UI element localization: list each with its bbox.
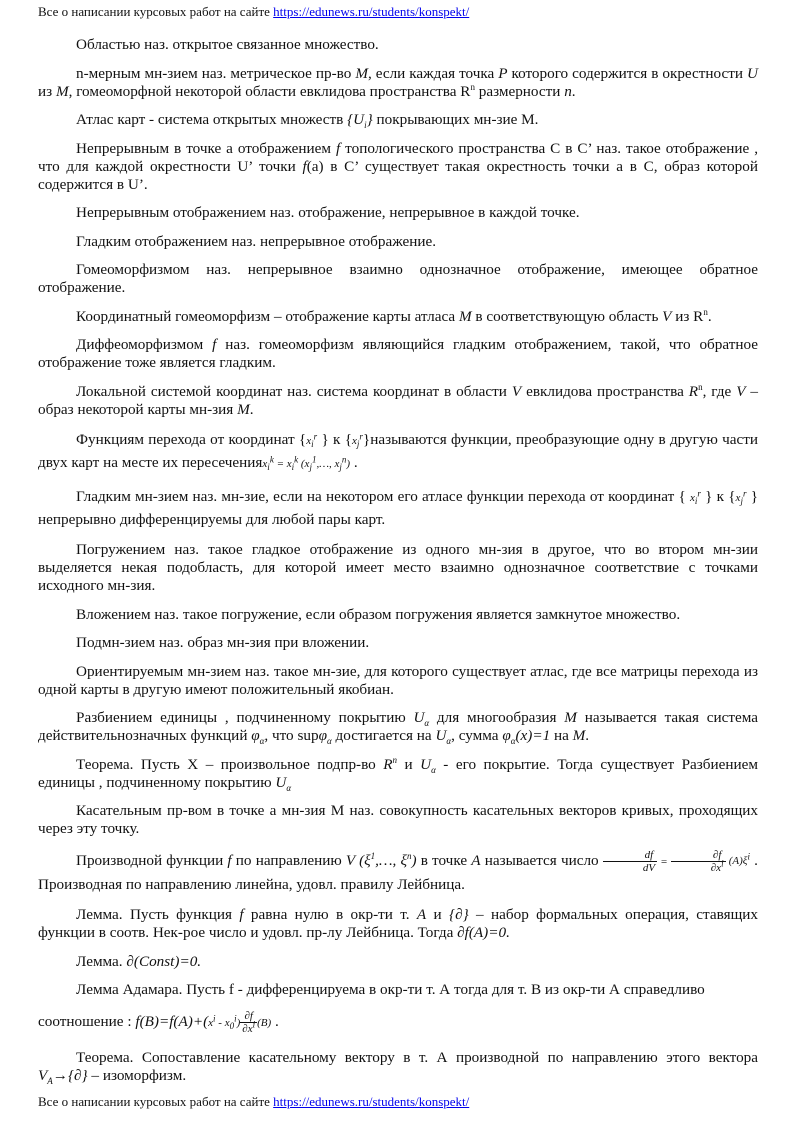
formula-sup: i [721, 857, 724, 868]
paragraph-tangent-space [38, 802, 758, 838]
text: Лемма Адамара. Пусть f - дифференцируема в окр-ти т. А тогда для т. В из окр-ти А справедливо [76, 981, 705, 998]
text: Теорема. Пусть X – произвольное подпр-во [76, 755, 384, 773]
text: – изоморфизм. [87, 1066, 187, 1084]
math-sub: α [326, 736, 332, 747]
math: f [335, 139, 341, 157]
formula-sup: 1 [311, 454, 317, 465]
text: – набор формальных операция, ставящих функции в соотв. Нек-рое число и удовл. пр-лу Лейбница. Тогда [38, 906, 758, 941]
formula-sub: i [267, 462, 270, 473]
page-footer [38, 1094, 469, 1110]
text: размерности [474, 82, 565, 100]
formula-part: ∂x [242, 1023, 253, 1036]
math: U [435, 727, 447, 744]
formula-sub: 0 [229, 1021, 235, 1032]
paragraph-partition-of-unity [38, 709, 758, 745]
math: R [383, 755, 393, 773]
math: ) [411, 851, 417, 869]
formula-sup: i [252, 1019, 256, 1030]
math: A [471, 851, 481, 869]
text: Погружением наз. такое гладкое отображение из одного мн-зия в другое, что во втором мн-зии выделяется некая подобласть, для которой имеет место взаимно однозначное соответствие с точками исходного мн-зия. [38, 541, 758, 594]
text-region-def: Областью наз. открытое связанное множество. [76, 36, 379, 53]
frac-denominator [671, 857, 726, 874]
text: для многообразия [429, 709, 565, 726]
formula-transition [262, 454, 351, 473]
math: {U [347, 111, 365, 128]
math: φ [251, 727, 260, 744]
text: в соответствующую область [471, 307, 663, 325]
math: U [420, 755, 432, 773]
math-sub: α [431, 764, 436, 775]
text: Гладким отображением наз. непрерывное отображение. [76, 232, 437, 250]
formula-sup: r [697, 487, 701, 498]
math: V [662, 307, 672, 325]
math: n [564, 82, 572, 100]
text: Производной функции [76, 851, 228, 869]
math-sub: α [259, 736, 265, 747]
text: Теорема. Сопоставление касательному вектору в т. А производной по направлению этого вектора [76, 1048, 758, 1066]
formula-sup: r [742, 487, 747, 498]
text: наз. гомеоморфизм являющийся гладким отображением, такой, что обратное отображение тоже является гладким. [38, 336, 759, 371]
paragraph-isomorphism-theorem [38, 1049, 758, 1085]
formula-sub: j [356, 439, 360, 450]
formula-xir [690, 487, 701, 506]
text: , гомеоморфной некоторой области евклидова пространства R [68, 82, 471, 100]
text: } к { [700, 487, 736, 505]
text: , сумма [451, 727, 503, 744]
math-sub: A [47, 1075, 53, 1086]
text: покрывающих мн-зие M. [372, 111, 539, 128]
math: A [416, 906, 427, 923]
text: по направлению [231, 851, 346, 869]
formula-sub: j [309, 462, 312, 473]
paragraph-continuous-map [38, 204, 758, 222]
formula-xjr [735, 487, 747, 506]
math: φ [502, 727, 511, 744]
math: U [413, 709, 425, 726]
math: →{∂} [52, 1066, 88, 1084]
math: f [212, 336, 217, 353]
formula-part: (A)ξ [725, 855, 748, 868]
formula-part: x [306, 435, 312, 447]
math: f [239, 906, 244, 923]
math-sup: n [703, 306, 708, 317]
text: . [271, 1013, 279, 1030]
math: V [736, 382, 746, 400]
text: Лемма. Пусть функция [76, 906, 240, 923]
text: . [585, 727, 590, 744]
formula-sup: r [359, 431, 363, 442]
text: из R [671, 307, 704, 325]
text: которого содержится в окрестности [507, 64, 748, 82]
text: называется число [480, 851, 603, 869]
paragraph-lemma-zero [38, 906, 758, 942]
paragraph-directional-derivative [38, 849, 758, 896]
math: M [55, 82, 69, 100]
math-sub: α [286, 782, 292, 793]
paragraph-atlas [38, 111, 758, 129]
text: , что sup [264, 727, 319, 744]
paragraph-theorem-partition [38, 756, 758, 792]
text: соотношение : [38, 1013, 136, 1030]
math: P [498, 64, 508, 82]
paragraph-immersion [38, 541, 758, 595]
math-sub: α [510, 736, 516, 747]
formula-part: (B) [257, 1017, 272, 1029]
text: Атлас карт - система открытых множеств [76, 111, 348, 128]
text: и [397, 755, 421, 773]
footer-text: Все о написании курсовых работ на сайте [38, 1094, 274, 1109]
formula-sub: j [339, 462, 342, 473]
math: U [275, 773, 287, 791]
math-sup: 1 [370, 850, 376, 861]
formula-sub: i [291, 462, 295, 473]
paragraph-smooth-map [38, 233, 758, 251]
paragraph-embedding [38, 606, 758, 624]
paragraph-local-coordinates [38, 383, 758, 419]
paragraph-lemma-const [38, 953, 758, 971]
text: , где [702, 382, 737, 400]
text: Лемма. [76, 952, 127, 970]
math-sup: n [392, 754, 398, 765]
document-body [38, 36, 758, 1095]
frac-denominator: dV [642, 861, 656, 874]
formula-part: x [690, 491, 695, 504]
math-sup: n [470, 81, 475, 92]
formula-sup: i [213, 1013, 216, 1024]
paragraph-coordinate-homeomorphism [38, 308, 758, 326]
frac-denominator [240, 1019, 257, 1036]
math: {∂} [449, 906, 469, 923]
paragraph-transition-functions [38, 429, 758, 475]
formula-partial-f-xi [240, 1010, 257, 1035]
math: ∂f(A)=0. [457, 924, 510, 941]
text: Координатный гомеоморфизм – отображение карты атласа [76, 307, 459, 325]
formula-part: (x [298, 458, 310, 470]
text: . Производная по направлению линейна, удовл. правилу Лейбница. [38, 851, 758, 893]
formula-sub: j [740, 495, 743, 506]
math: U [747, 64, 758, 82]
formula-sup: k [269, 454, 274, 465]
text: }называются функции, преобразующие одну в другую части двух карт на месте их пересечения [38, 431, 758, 471]
text: } к { [317, 431, 352, 448]
formula-hadamard [208, 1013, 241, 1032]
paragraph-submanifold [38, 634, 758, 652]
math: f [227, 851, 232, 869]
text: равна нулю в окр-ти т. [243, 906, 417, 923]
formula-sup: i [234, 1013, 237, 1024]
formula-xjr [351, 431, 363, 450]
formula-partial-f [671, 849, 726, 874]
text: евклидова пространства [521, 382, 689, 400]
text: (a) в С’ существует такая окрестность точки а в С, образ которой содержится в U’. [38, 157, 758, 193]
paragraph-manifold [38, 65, 758, 101]
frac-numerator: ∂f [671, 849, 726, 862]
text: n-мерным мн-зием наз. метрическое пр-во [76, 64, 356, 82]
math: V [345, 851, 355, 869]
frac-numerator: ∂f [240, 1010, 257, 1023]
formula-sub: i [694, 495, 698, 506]
math: φ [318, 727, 327, 744]
text: и [426, 906, 450, 923]
header-text: Все о написании курсовых работ на сайте [38, 4, 274, 19]
text: }непрерывно дифференцируемы для любой пары карт. [38, 487, 758, 528]
text: Ориентируемым мн-зием наз. такое мн-зие, для которого существует атлас, где все матрицы перехода из одной карты в другую имеют положительный якобиан. [38, 662, 758, 698]
text: Касательным пр-вом в точке а мн-зия М наз. совокупность касательных векторов кривых, проходящих через эту точку. [38, 802, 758, 837]
text: . [249, 400, 254, 418]
math: R [688, 382, 699, 400]
math: ∂(Const)=0. [126, 952, 202, 970]
formula-part: x [351, 435, 357, 447]
paragraph-diffeomorphism [38, 336, 758, 372]
math: M [355, 64, 368, 82]
formula-equals: = [657, 855, 671, 868]
math: V [38, 1066, 48, 1084]
text: - его покрытие. Тогда существует Разбиением единицы , подчиненному покрытию [38, 755, 758, 791]
text: Локальной системой координат наз. система координат в области [76, 382, 512, 400]
formula-df-dv [603, 849, 657, 874]
text: Разбиением единицы , подчиненному покрытию [76, 709, 414, 726]
math-sup: n [406, 850, 412, 861]
text: . [571, 82, 576, 100]
paragraph-smooth-manifold [38, 486, 758, 531]
formula-part: ∂x [710, 861, 722, 874]
text: . [350, 454, 358, 471]
math: } [366, 111, 373, 128]
text: называется такая система действительнозначных функций [38, 709, 759, 744]
text: на [550, 727, 573, 744]
math: M [564, 709, 577, 726]
formula-part: x [735, 491, 741, 504]
math-sub: α [446, 736, 452, 747]
math: f(B)=f(A)+( [135, 1013, 209, 1030]
text: достигается на [331, 727, 436, 744]
paragraph-hadamard-lemma [38, 981, 758, 999]
math: M [237, 400, 250, 418]
formula-sup: i [747, 851, 750, 862]
paragraph-region [38, 36, 758, 54]
formula-part: ) [236, 1017, 241, 1029]
formula-part: ,…, x [316, 458, 340, 470]
math-sup: n [698, 381, 703, 392]
text: Непрерывным в точке а отображением [76, 139, 336, 157]
text: Гомеоморфизмом наз. непрерывное взаимно однозначное отображение, имеющее обратное отображение. [38, 261, 758, 296]
text: Непрерывным отображением наз. отображение, непрерывное в каждой точке. [76, 204, 580, 221]
paragraph-hadamard-formula [38, 1007, 758, 1038]
paragraph-homeomorphism [38, 261, 758, 297]
text: в точке [416, 851, 472, 869]
text: Вложением наз. такое погружение, если образом погружения является замкнутое множество. [76, 605, 681, 623]
text: топологического пространства С в С’ наз. такое отображение , что для каждой окрестности U’ точки [38, 139, 758, 175]
text: Диффеоморфизмом [76, 336, 213, 353]
math-sub: α [424, 718, 430, 729]
formula-sub: i [311, 439, 314, 450]
page-header [38, 4, 469, 20]
text: . [707, 307, 712, 325]
math: f [302, 157, 307, 175]
footer-link[interactable]: https://edunews.ru/students/konspekt/ [273, 1094, 470, 1109]
math: (ξ [354, 851, 371, 869]
math: M [572, 727, 586, 744]
text: , если каждая точка [367, 64, 499, 82]
formula-part: ) [346, 458, 351, 470]
formula-sup: r [313, 431, 318, 442]
formula-sup: n [341, 454, 347, 465]
formula-part: = x [273, 458, 292, 470]
text: – образ некоторой карты мн-зия [38, 382, 758, 418]
paragraph-continuous-at-point [38, 140, 758, 194]
header-link[interactable]: https://edunews.ru/students/konspekt/ [273, 4, 470, 19]
math: (x)=1 [515, 727, 551, 744]
formula-sup: k [294, 454, 299, 465]
formula-tail [725, 851, 750, 868]
text: Гладким мн-зием наз. мн-зие, если на некотором его атласе функции перехода от координат { [76, 487, 690, 505]
math: M [458, 307, 472, 325]
text: Подмн-зием наз. образ мн-зия при вложении. [76, 634, 370, 651]
formula-part: x [262, 458, 268, 470]
paragraph-orientable [38, 663, 758, 699]
text: из [38, 82, 56, 100]
frac-numerator: df [603, 849, 657, 862]
math: V [511, 382, 522, 400]
formula-xir [306, 431, 318, 450]
math-sub: i [364, 120, 367, 131]
text: Функциям перехода от координат { [76, 431, 307, 448]
formula-part: x [208, 1017, 214, 1029]
formula-part: - x [215, 1017, 230, 1029]
math: ,…, ξ [375, 851, 407, 869]
